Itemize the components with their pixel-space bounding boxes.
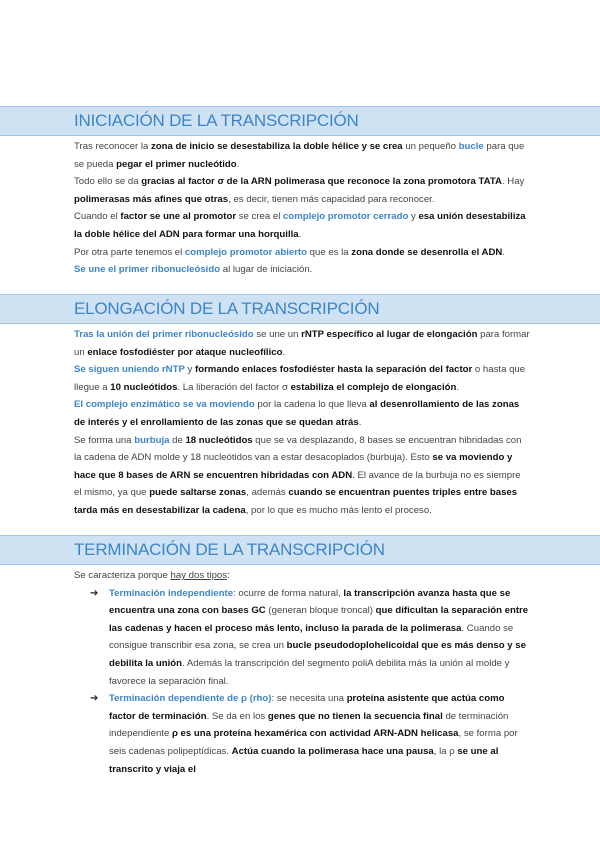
paragraph: El complejo enzimático se va moviendo por la cadena lo que lleva al desenrollamiento de las zonas de interés y el enrollamiento de las zonas que se quedan atrás. [74,399,520,428]
paragraph: Tras reconocer la zona de inicio se desestabiliza la doble hélice y se crea un pequeño bucle para que se pueda pegar el primer nucleótido. [74,141,525,170]
section-title: TERMINACIÓN DE LA TRANSCRIPCIÓN [74,540,385,559]
iniciacion-body [74,138,530,279]
paragraph: Se siguen uniendo rNTP y formando enlaces fosfodiéster hasta la separación del factor o hasta que llegue a 10 nucleótidos. La liberación del factor σ estabiliza el complejo de elongación. [74,364,526,393]
paragraph: Tras la unión del primer ribonucleósido se une un rNTP específico al lugar de elongación para formar un enlace fosfodiéster por ataque nucleofílico. [74,329,530,358]
list-item: ➔ Terminación dependiente de ρ (rho): se necesita una proteína asistente que actúa como factor de terminación. Se da en los genes que no tienen la secuencia final de terminación independiente ρ es una proteína hexamérica con actividad ARN-ADN helicasa, se forma por seis cadenas polipeptídicas. Actúa cuando la polimerasa hace una pausa, la ρ se une al transcrito y viaja el [74,690,532,778]
section-title: INICIACIÓN DE LA TRANSCRIPCIÓN [74,111,359,130]
list-item: ➔ Terminación independiente: ocurre de forma natural, la transcripción avanza hasta que se encuentra una zona con bases GC (generan bloque troncal) que dificultan la separación entre las cadenas y hacen el proceso más lento, incluso la parada de la polimerasa. Cuando se consigue transcribir esa zona, se crea un bucle pseudodoplohelicoidal que es más denso y se debilita la unión. Además la transcripción del segmento poliA debilita más la unión al molde y favorece la separación final. [74,585,532,691]
section-header-iniciacion [0,106,600,136]
elongacion-body [74,326,530,520]
paragraph: Por otra parte tenemos el complejo promotor abierto que es la zona donde se desenrolla el ADN. [74,246,505,258]
arrow-bullet-icon: ➔ [90,587,99,599]
section-header-elongacion [0,294,600,324]
termination-types-list [74,585,532,779]
paragraph: Se une el primer ribonucleósido al lugar de iniciación. [74,264,313,276]
arrow-bullet-icon: ➔ [90,693,99,705]
paragraph: Todo ello se da gracias al factor σ de la ARN polimerasa que reconoce la zona promotora TATA. Hay polimerasas más afines que otras, es decir, tienen más capacidad para reconocer. [74,176,525,205]
paragraph: Se forma una burbuja de 18 nucleótidos que se va desplazando, 8 bases se encuentran hibridadas con la cadena de ADN molde y 18 nucleótidos van a estar desacoplados (burbuja). Esto se va moviendo y hace que 8 bases de ARN se encuentren hibridadas con ADN. El avance de la burbuja no es siempre el mismo, ya que puede saltarse zonas, además cuando se encuentran puentes triples entre bases tarda más en desestabilizar la cadena, por lo que es mucho más lento el proceso. [74,434,522,516]
paragraph: Se caracteriza porque hay dos tipos: [74,570,230,581]
paragraph: Cuando el factor se une al promotor se crea el complejo promotor cerrado y esa unión desestabiliza la doble hélice del ADN para formar una horquilla. [74,211,526,240]
terminacion-body [74,567,532,778]
section-title: ELONGACIÓN DE LA TRANSCRIPCIÓN [74,299,380,318]
section-header-terminacion [0,535,600,565]
